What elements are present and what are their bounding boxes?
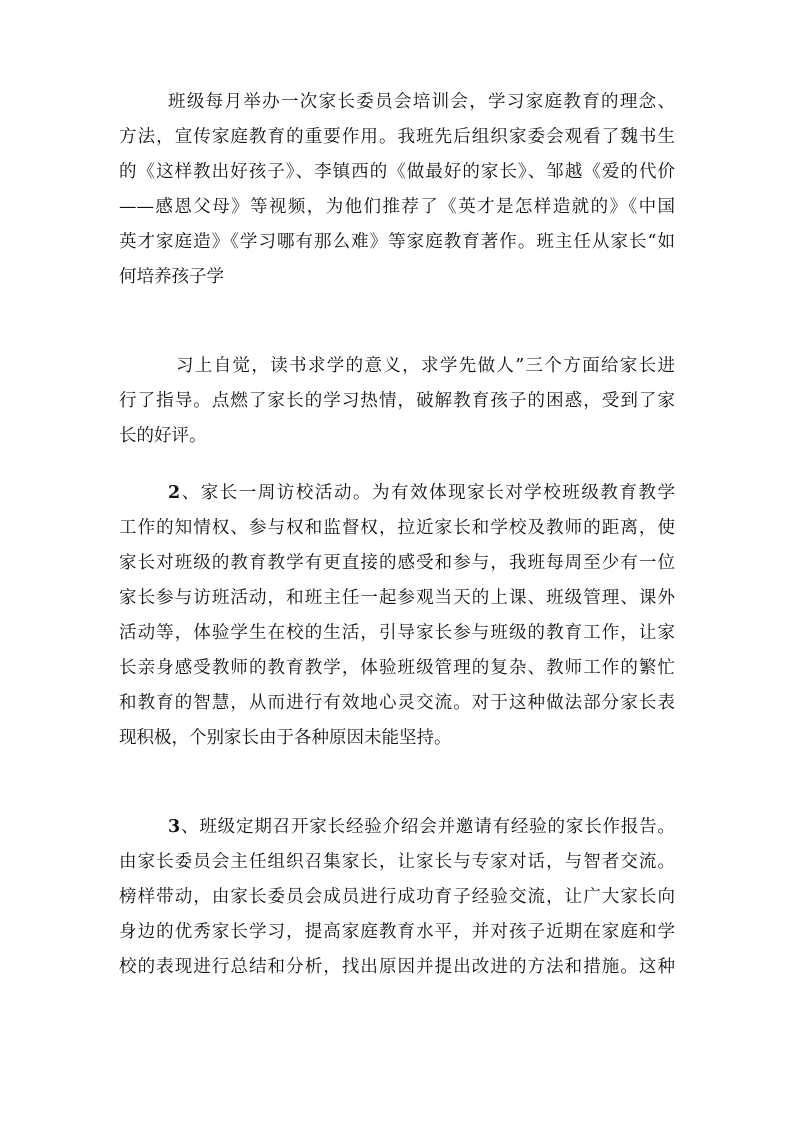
- paragraph-line: 方法，宣传家庭教育的重要作用。我班先后组织家委会观看了魏书生: [119, 127, 675, 147]
- paragraph-line: 长亲身感受教师的教育教学，体验班级管理的复杂、教师工作的繁忙: [119, 658, 675, 678]
- paragraph-line: 活动等，体验学生在校的生活，引导家长参与班级的教育工作，让家: [119, 623, 675, 643]
- paragraph-line: 英才家庭造》《学习哪有那么难》等家庭教育著作。班主任从家长“如: [119, 232, 675, 252]
- paragraph-line: 长的好评。: [119, 426, 207, 446]
- paragraph-4: [119, 810, 675, 985]
- paragraph-line: 现积极，个别家长由于各种原因未能坚持。: [119, 728, 452, 748]
- paragraph-line-text: 、班级定期召开家长经验介绍会并邀请有经验的家长作报告。: [180, 817, 675, 837]
- paragraph-line: 家长参与访班活动，和班主任一起参观当天的上课、班级管理、课外: [119, 588, 675, 608]
- paragraph-number: 2: [168, 483, 181, 503]
- paragraph-line: [119, 476, 675, 511]
- paragraph-line: 校的表现进行总结和分析，找出原因并提出改进的方法和措施。这种: [119, 957, 675, 977]
- paragraph-line: [119, 810, 675, 845]
- paragraph-line-text: 、家长一周访校活动。为有效体现家长对学校班级教育教学: [180, 483, 675, 503]
- paragraph-2: [119, 349, 675, 454]
- paragraph-1: [119, 85, 675, 295]
- paragraph-line: 家长对班级的教育教学有更直接的感受和参与，我班每周至少有一位: [119, 553, 675, 573]
- paragraph-line: 习上自觉，读书求学的意义，求学先做人”三个方面给家长进: [176, 356, 675, 376]
- paragraph-line: 班级每月举办一次家长委员会培训会，学习家庭教育的理念、: [168, 92, 675, 112]
- paragraph-line: 何培养孩子学: [119, 267, 224, 287]
- paragraph-line: 的《这样教出好孩子》、李镇西的《做最好的家长》、邹越《爱的代价: [119, 162, 675, 182]
- paragraph-3: [119, 476, 675, 756]
- paragraph-line: 工作的知情权、参与权和监督权，拉近家长和学校及教师的距离，使: [119, 518, 675, 538]
- paragraph-line: 由家长委员会主任组织召集家长，让家长与专家对话，与智者交流。: [119, 852, 675, 872]
- paragraph-number: 3: [168, 817, 181, 837]
- paragraph-line: 和教育的智慧，从而进行有效地心灵交流。对于这种做法部分家长表: [119, 693, 675, 713]
- paragraph-line: 榜样带动，由家长委员会成员进行成功育子经验交流，让广大家长向: [119, 887, 675, 907]
- paragraph-line: 身边的优秀家长学习，提高家庭教育水平，并对孩子近期在家庭和学: [119, 922, 675, 942]
- paragraph-line: ——感恩父母》等视频，为他们推荐了《英才是怎样造就的》《中国: [119, 197, 675, 217]
- paragraph-line: 行了指导。点燃了家长的学习热情，破解教育孩子的困惑，受到了家: [119, 391, 675, 411]
